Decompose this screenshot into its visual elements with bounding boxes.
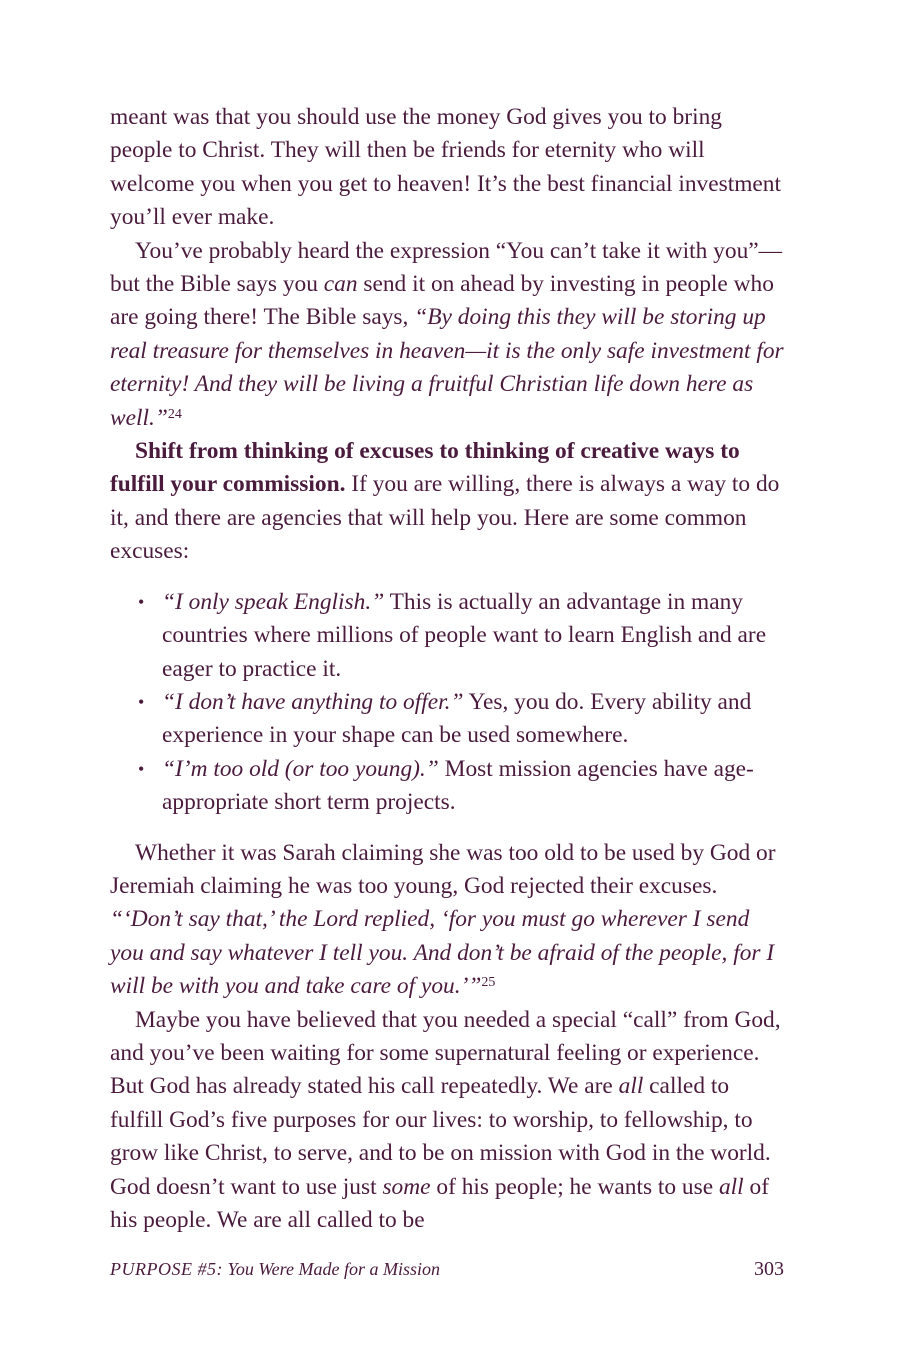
paragraph-5-text-b: called to fulfill God’s five purposes for our lives: to worship, to fellowship, to grow like Christ, to serve, and to be on mission with God in the world. God doesn’t want to use just xyxy=(110,1073,771,1200)
paragraph-2 xyxy=(110,235,784,435)
paragraph-5-text-d: of his people. We are all called to be xyxy=(110,1173,770,1233)
bullet-icon: • xyxy=(138,758,145,779)
paragraph-4 xyxy=(110,837,784,1004)
paragraph-3-heading: Shift from thinking of excuses to thinking of creative ways to fulfill your commission. xyxy=(110,438,740,498)
excuse-quote: “I only speak English.” xyxy=(162,588,385,615)
paragraph-4-scripture-quote: “‘Don’t say that,’ the Lord replied, ‘for you must go wherever I send you and say whatever I tell you. And don’t be afraid of the people, for I will be with you and take care of you.’” xyxy=(110,906,775,1000)
paragraph-2-text-b: send it on ahead by investing in people who are going there! The Bible says, xyxy=(110,271,774,331)
list-item xyxy=(138,753,784,820)
paragraph-5-emphasis-all-2: all xyxy=(718,1173,744,1200)
paragraph-5-emphasis-some: some xyxy=(382,1173,431,1200)
paragraph-4-text: Whether it was Sarah claiming she was too old to be used by God or Jeremiah claiming he was too young, God rejected their excuses. xyxy=(110,839,776,899)
footnote-ref-24: 24 xyxy=(167,406,182,422)
paragraph-2-text-a: You’ve probably heard the expression “You can’t take it with you”—but the Bible says you xyxy=(110,237,783,298)
paragraph-1: meant was that you should use the money God gives you to bring people to Christ. They will then be friends for eternity who will welcome you when you get to heaven! It’s the best financial investment you’ll ever make. xyxy=(110,104,781,231)
bullet-icon: • xyxy=(138,591,145,612)
excuse-response: Most mission agencies have age-appropriate short term projects. xyxy=(162,755,754,816)
bullet-icon: • xyxy=(138,691,145,712)
list-item xyxy=(138,586,784,686)
excuse-quote: “I’m too old (or too young).” xyxy=(162,755,439,782)
excuse-response: This is actually an advantage in many countries where millions of people want to learn English and are eager to practice it. xyxy=(162,588,767,682)
page-body xyxy=(110,101,784,1237)
footer-part-label: PURPOSE #5: xyxy=(110,1259,223,1279)
paragraph-3-text: If you are willing, there is always a way to do it, and there are agencies that will help you. Here are some common excuses: xyxy=(110,471,780,565)
paragraph-5-text-a: Maybe you have believed that you needed a special “call” from God, and you’ve been waiting for some supernatural feeling or experience. But God has already stated his call repeatedly. We are xyxy=(110,1006,781,1100)
paragraph-2-scripture-quote: “By doing this they will be storing up real treasure for themselves in heaven—it is the only safe investment for eternity! And they will be living a fruitful Christian life down here as well.” xyxy=(110,304,784,431)
paragraph-5-emphasis-all: all xyxy=(618,1073,644,1100)
paragraph-5-text-c: of his people; he wants to use xyxy=(430,1173,719,1200)
footnote-ref-25: 25 xyxy=(481,975,496,991)
page-number: 303 xyxy=(754,1258,784,1280)
running-footer xyxy=(110,1259,440,1280)
excuse-response: Yes, you do. Every ability and experience in your shape can be used somewhere. xyxy=(162,688,752,749)
excuses-list xyxy=(110,586,784,820)
page-footer xyxy=(110,1258,784,1281)
paragraph-5 xyxy=(110,1004,784,1238)
list-item xyxy=(138,686,784,753)
excuse-quote: “I don’t have anything to offer.” xyxy=(162,688,464,715)
footer-chapter-title: You Were Made for a Mission xyxy=(227,1259,440,1279)
paragraph-2-emphasis: can xyxy=(323,271,358,298)
paragraph-3 xyxy=(110,435,784,569)
